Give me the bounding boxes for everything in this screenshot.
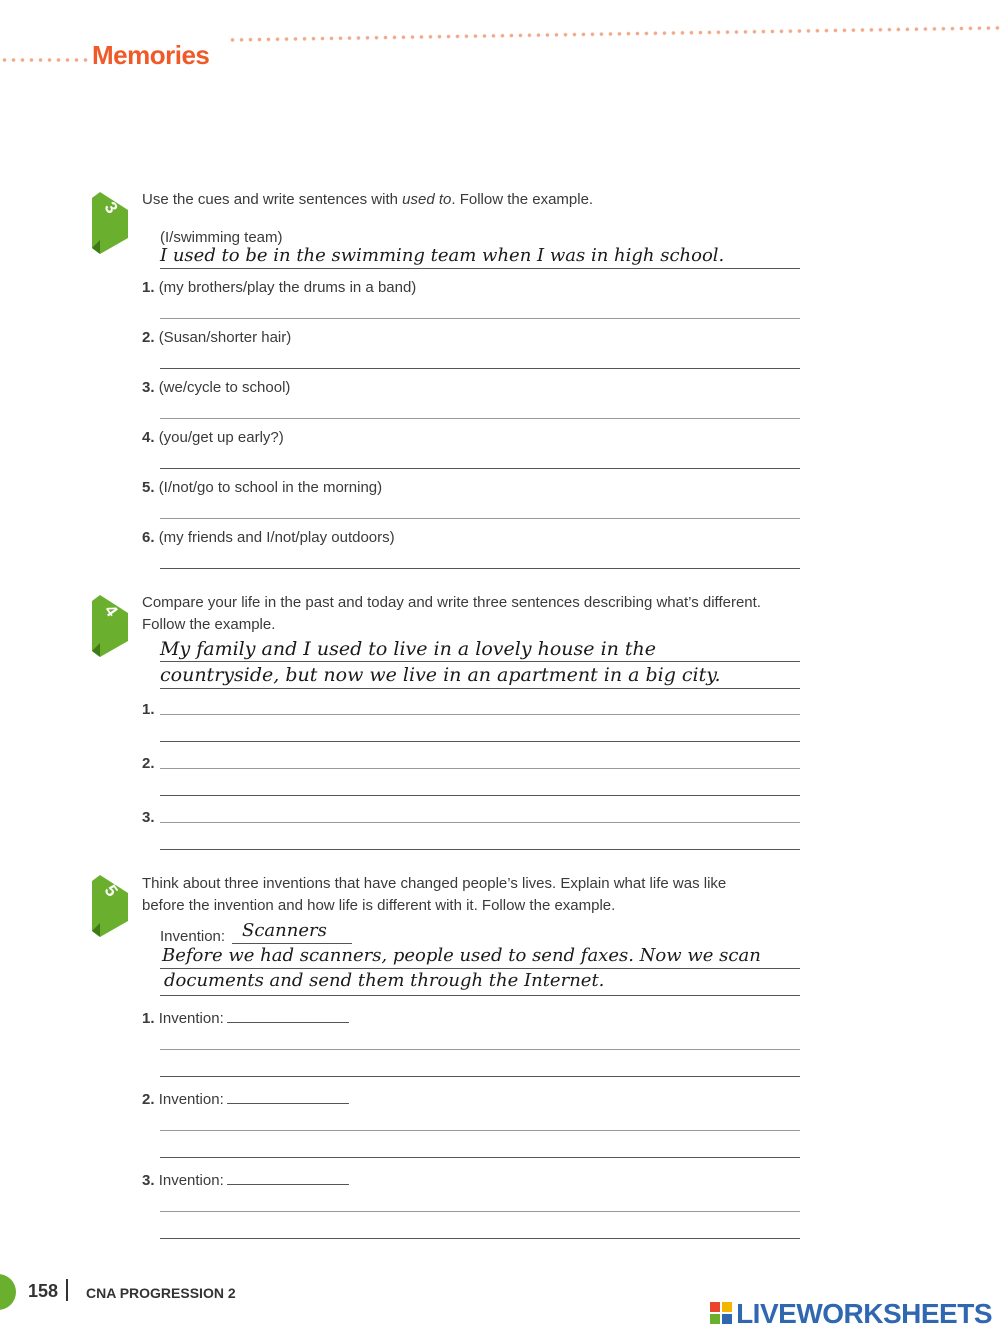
example-line-1: My family and I used to live in a lovely house in the xyxy=(160,638,657,660)
item-number: 3. xyxy=(142,1172,155,1189)
item-number: 6. xyxy=(142,529,155,546)
instruction-emphasis: used to xyxy=(402,191,452,208)
answer-line[interactable] xyxy=(160,822,800,823)
header-dots-right xyxy=(228,26,1000,42)
item-cue: (my brothers/play the drums in a band) xyxy=(158,279,417,296)
exercise-5-instruction xyxy=(142,873,726,917)
item-number: 2. xyxy=(142,1091,155,1108)
answer-line[interactable] xyxy=(160,795,800,796)
item-cue: (my friends and I/not/play outdoors) xyxy=(158,529,395,546)
example-invention-label: Invention: xyxy=(160,928,226,945)
item-cue: (I/not/go to school in the morning) xyxy=(158,479,383,496)
item-cue: (we/cycle to school) xyxy=(158,379,291,396)
answer-line[interactable] xyxy=(160,1211,800,1212)
answer-line[interactable] xyxy=(160,1238,800,1239)
cue-item xyxy=(142,379,290,396)
instruction-line: Follow the example. xyxy=(142,616,276,633)
example-invention-value: Scanners xyxy=(242,920,327,941)
answer-line[interactable] xyxy=(160,1076,800,1077)
exercise-4-instruction xyxy=(142,592,761,636)
invention-row xyxy=(142,1008,349,1027)
instruction-text: Use the cues and write sentences with xyxy=(142,191,403,208)
invention-row xyxy=(142,1089,349,1108)
answer-line[interactable] xyxy=(160,318,800,319)
answer-line[interactable] xyxy=(160,1157,800,1158)
cue-item xyxy=(142,329,291,346)
item-number: 1. xyxy=(142,701,155,718)
answer-line xyxy=(160,688,800,689)
example-line-1: Before we had scanners, people used to send faxes. Now we scan xyxy=(162,945,761,966)
footer-divider xyxy=(66,1279,68,1301)
instruction-line: Think about three inventions that have changed people’s lives. Explain what life was like xyxy=(142,875,727,892)
liveworksheets-text: LIVEWORKSHEETS xyxy=(736,1298,992,1329)
answer-line[interactable] xyxy=(160,714,800,715)
item-cue: (you/get up early?) xyxy=(158,429,284,446)
answer-line[interactable] xyxy=(160,741,800,742)
book-title: CNA PROGRESSION 2 xyxy=(86,1285,236,1301)
cue-item xyxy=(142,429,284,446)
answer-line[interactable] xyxy=(160,768,800,769)
item-cue: (Susan/shorter hair) xyxy=(158,329,292,346)
item-number: 4. xyxy=(142,429,155,446)
invention-input[interactable] xyxy=(227,1089,349,1104)
cue-item xyxy=(142,479,382,496)
answer-line xyxy=(160,995,800,996)
item-number: 3. xyxy=(142,809,155,826)
exercise-5-number: 5 xyxy=(100,881,122,901)
answer-line[interactable] xyxy=(160,568,800,569)
item-number: 2. xyxy=(142,329,155,346)
example-line-2: documents and send them through the Internet. xyxy=(164,970,605,991)
liveworksheets-icon xyxy=(710,1302,732,1324)
answer-line[interactable] xyxy=(160,1130,800,1131)
invention-label: Invention: xyxy=(158,1172,224,1189)
example-invention-underline xyxy=(232,943,352,944)
exercise-3-instruction xyxy=(142,189,593,211)
example-answer: I used to be in the swimming team when I was in high school. xyxy=(160,245,725,266)
answer-line[interactable] xyxy=(160,468,800,469)
answer-line[interactable] xyxy=(160,518,800,519)
instruction-text: . Follow the example. xyxy=(451,191,594,208)
cue-item xyxy=(142,529,395,546)
item-number: 3. xyxy=(142,379,155,396)
answer-line[interactable] xyxy=(160,368,800,369)
answer-line xyxy=(160,661,800,662)
answer-line[interactable] xyxy=(160,849,800,850)
answer-line[interactable] xyxy=(160,1049,800,1050)
item-number: 1. xyxy=(142,1010,155,1027)
invention-row xyxy=(142,1170,349,1189)
liveworksheets-logo xyxy=(736,1298,992,1330)
answer-line xyxy=(160,268,800,269)
invention-input[interactable] xyxy=(227,1170,349,1185)
header-dots-left xyxy=(0,58,88,62)
footer-green-circle xyxy=(0,1274,16,1310)
page-number: 158 xyxy=(28,1281,59,1301)
item-number: 1. xyxy=(142,279,155,296)
invention-label: Invention: xyxy=(158,1091,224,1108)
invention-input[interactable] xyxy=(227,1008,349,1023)
item-number: 5. xyxy=(142,479,155,496)
example-cue: (I/swimming team) xyxy=(160,229,283,246)
item-number: 2. xyxy=(142,755,155,772)
answer-line[interactable] xyxy=(160,418,800,419)
example-line-2: countryside, but now we live in an apartment in a big city. xyxy=(160,664,721,686)
exercise-4-number: 4 xyxy=(100,601,122,621)
page-title: Memories xyxy=(92,40,210,70)
invention-label: Invention: xyxy=(158,1010,224,1027)
instruction-line: Compare your life in the past and today and write three sentences describing what’s different. xyxy=(142,594,761,611)
exercise-3-number: 3 xyxy=(100,198,122,218)
instruction-line: before the invention and how life is different with it. Follow the example. xyxy=(142,897,616,914)
cue-item xyxy=(142,279,416,296)
answer-line xyxy=(160,968,800,969)
